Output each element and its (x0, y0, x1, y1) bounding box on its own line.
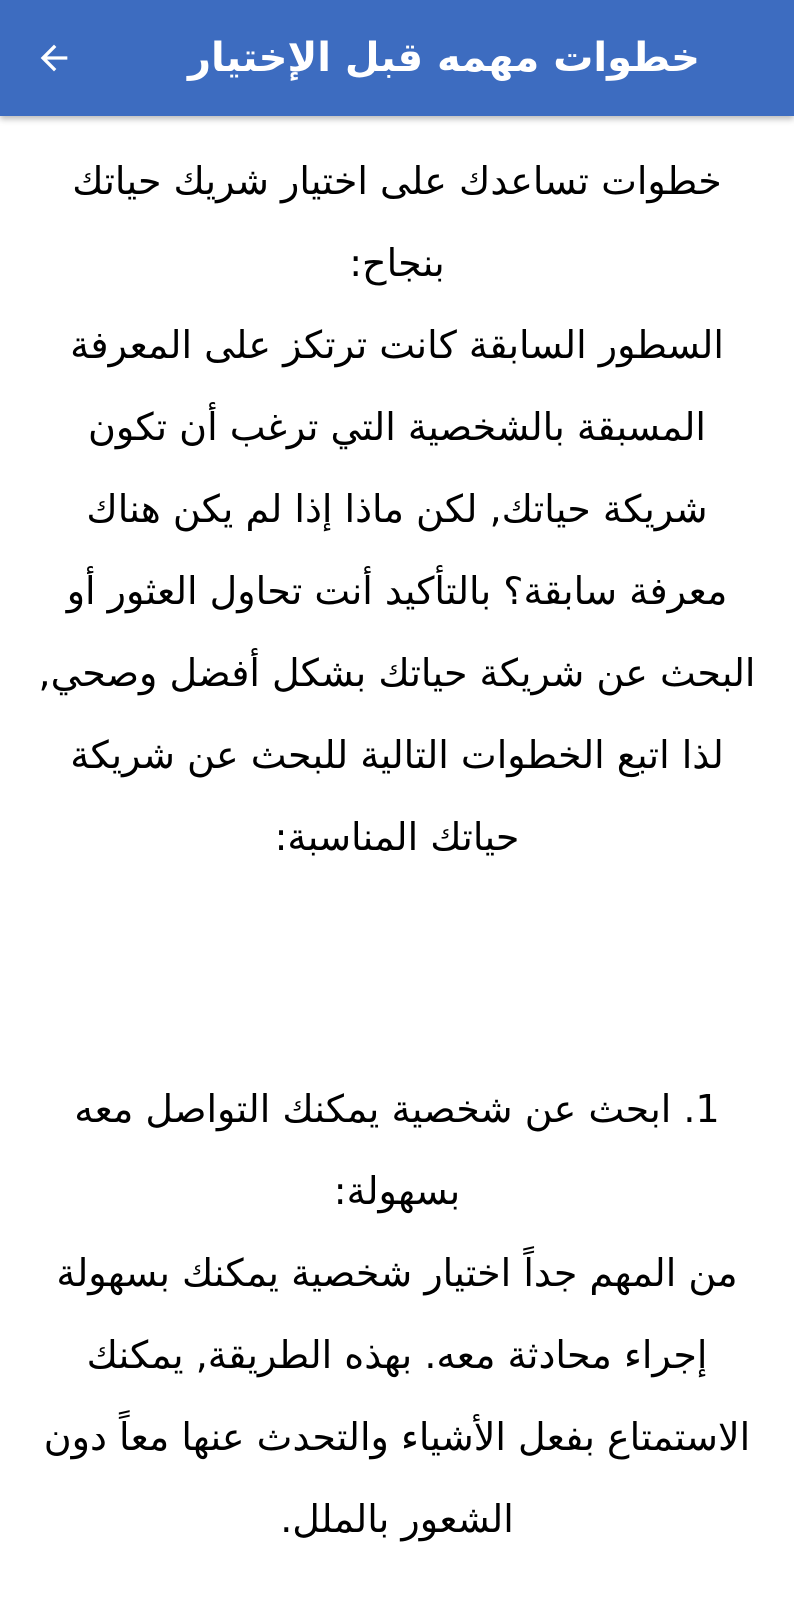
step-1-heading: 1. ابحث عن شخصية يمكنك التواصل معه بسهولة: (74, 1087, 720, 1213)
page-title: خطوات مهمه قبل الإختيار (187, 35, 700, 81)
intro-paragraph: السطور السابقة كانت ترتكز على المعرفة المسبقة بالشخصية التي ترغب أن تكون شريكة حياتك, لكن ماذا إذا لم يكن هناك معرفة سابقة؟ بالتأكيد أنت تحاول العثور أو البحث عن شريكة حياتك بشكل أفضل وصحي, لذا اتبع الخطوات التالية للبحث عن شريكة حياتك المناسبة: (38, 323, 756, 859)
intro-heading: خطوات تساعدك على اختيار شريك حياتك بنجاح: (72, 159, 722, 285)
section-spacer (34, 878, 760, 1068)
arrow-left-icon (34, 38, 74, 78)
back-button[interactable] (22, 26, 86, 90)
article-content (34, 140, 760, 1560)
app-bar (0, 0, 794, 116)
step-1-paragraph: من المهم جداً اختيار شخصية يمكنك بسهولة إجراء محادثة معه. بهذه الطريقة, يمكنك الاستمتاع بفعل الأشياء والتحدث عنها معاً دون الشعور بالملل. (43, 1251, 751, 1541)
